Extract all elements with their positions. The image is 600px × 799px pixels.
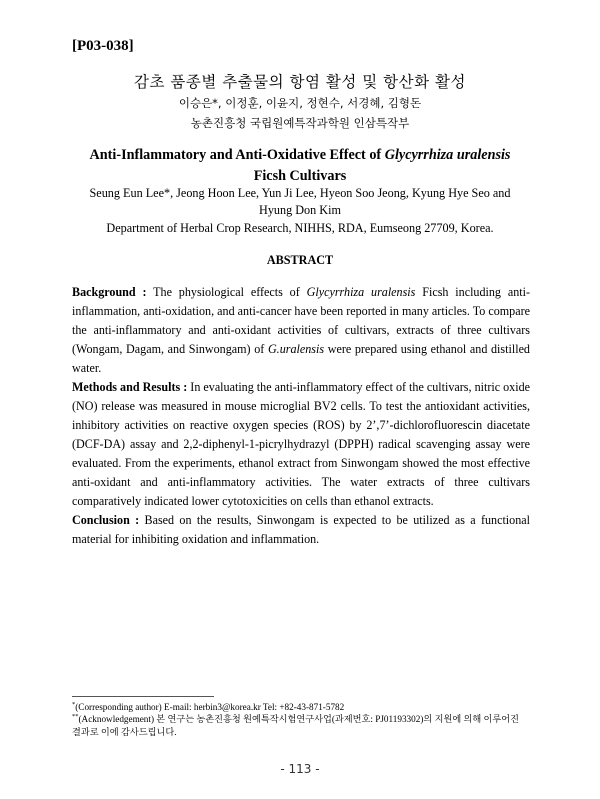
page-number: - 113 -	[280, 762, 320, 776]
background-text-2: Ficsh including anti-inflammation, anti-oxidation, and anti-cancer have been reported in many articles. To compare the anti-inflammatory and anti-oxidant activities of cultivars, extracts of three cultivars (Wongam, Dagam, and Sinwongam) of	[72, 285, 530, 356]
english-title-part1: Anti-Inflammatory and Anti-Oxidative Effect of	[89, 147, 382, 163]
paper-code: [P03-038]	[72, 38, 134, 54]
conclusion-text: Based on the results, Sinwongam is expected to be utilized as a functional material for inhibiting oxidation and inflammation.	[72, 513, 530, 546]
background-label: Background :	[72, 285, 147, 299]
methods-text: In evaluating the anti-inflammatory effect of the cultivars, nitric oxide (NO) release was measured in mouse microglial BV2 cells. To test the antioxidant activities, inhibitory activities on reactive oxygen species (ROS) by 2’,7’-dichlorofluorescin diacetate (DCF-DA) assay and 2,2-diphenyl-1-picrylhydrazyl (DPPH) radical scavenging assay were evaluated. From the experiments, ethanol extract from Sinwongam showed the most effective anti-oxidant and anti-inflammatory activities. The water extracts of three cultivars comparatively indicated lower cytotoxicities on cells than ethanol extracts.	[72, 380, 530, 508]
footnote-mark-2: **	[72, 712, 79, 720]
conclusion-paragraph	[72, 511, 530, 549]
footnote-mark-1: *	[72, 700, 76, 708]
methods-label: Methods and Results :	[72, 380, 188, 394]
korean-affiliation: 농촌진흥청 국립원예특작과학원 인삼특작부	[190, 116, 410, 130]
english-affiliation: Department of Herbal Crop Research, NIHHS, RDA, Eumseong 27709, Korea.	[106, 221, 494, 235]
english-title-part2: Ficsh Cultivars	[253, 168, 347, 184]
background-species: Glycyrrhiza uralensis	[306, 285, 416, 299]
conclusion-label: Conclusion :	[72, 513, 140, 527]
background-species-abbrev: G.uralensis	[267, 342, 325, 356]
footnote-text-1: (Corresponding author) E-mail: herbin3@korea.kr Tel: +82-43-871-5782	[75, 702, 345, 712]
footnote-acknowledgement	[72, 713, 530, 739]
korean-title: 감초 품종별 추출물의 항염 활성 및 항산화 활성	[134, 73, 466, 91]
korean-authors: 이승은*, 이정훈, 이윤지, 정현수, 서경혜, 김형돈	[178, 96, 422, 110]
abstract-body	[72, 283, 530, 549]
background-text-1: The physiological effects of	[153, 285, 300, 299]
footnote-text-2: (Acknowledgement) 본 연구는 농촌진흥청 원예특작시험연구사업(과제번호: PJ01193302)의 지원에 의해 이루어진 결과로 이에 감사드립니다.	[72, 714, 520, 737]
english-authors: Seung Eun Lee*, Jeong Hoon Lee, Yun Ji Lee, Hyeon Soo Jeong, Kyung Hye Seo and Hyung Don Kim	[89, 186, 511, 217]
background-paragraph	[72, 283, 530, 378]
english-title-species: Glycyrrhiza uralensis	[384, 147, 511, 163]
methods-paragraph	[72, 378, 530, 511]
background-text-3: were prepared using ethanol and distilled water.	[72, 342, 530, 375]
footnote-divider	[72, 696, 214, 697]
abstract-heading: ABSTRACT	[266, 253, 334, 267]
english-title	[72, 145, 528, 187]
